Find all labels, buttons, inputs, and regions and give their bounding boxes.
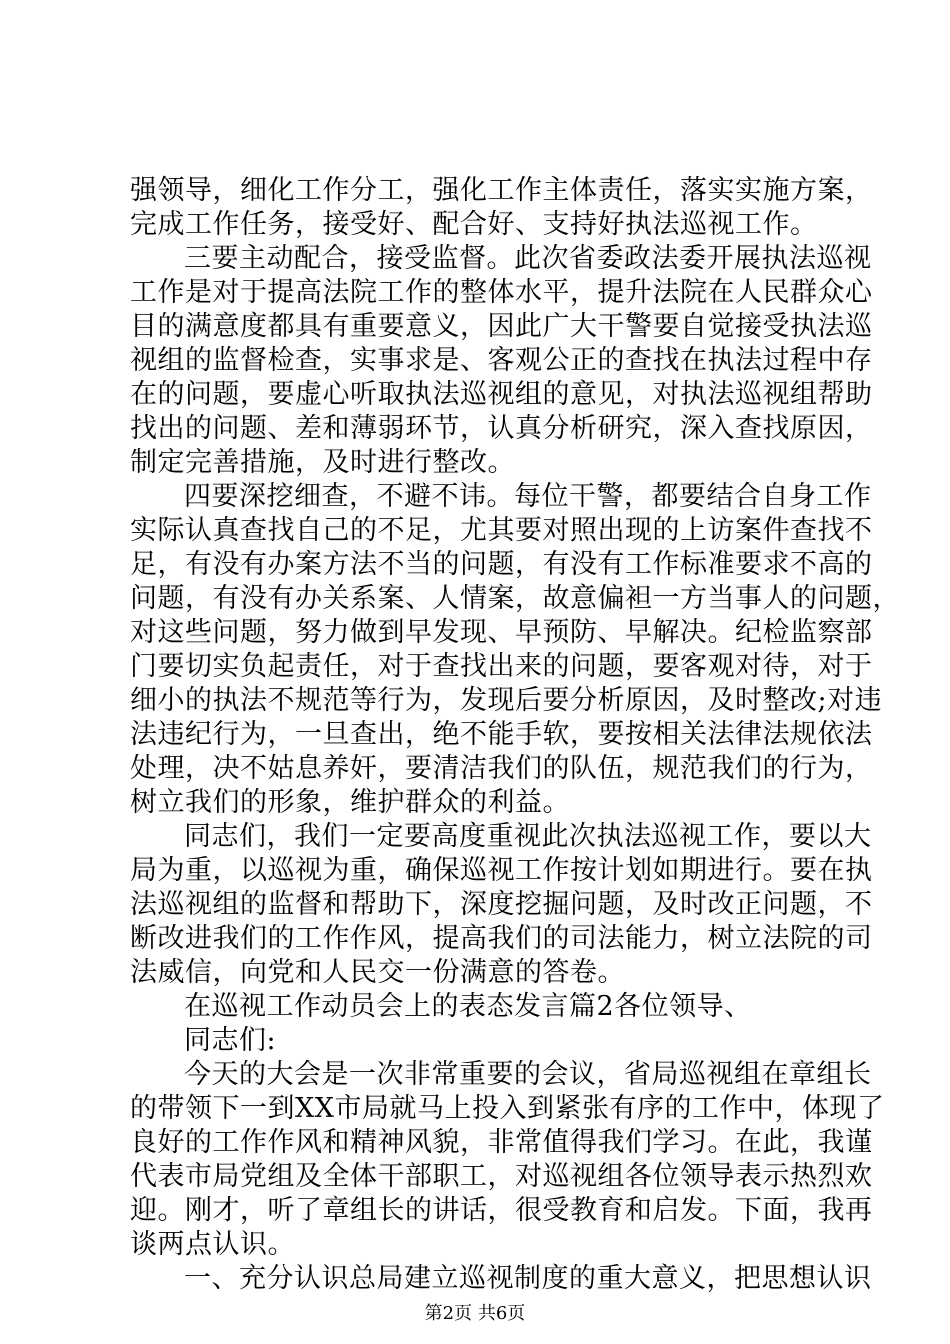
text-line: 局为重，以巡视为重，确保巡视工作按计划如期进行。要在执 (130, 855, 873, 886)
text-line: 对这些问题，努力做到早发现、早预防、早解决。纪检监察部 (130, 617, 873, 648)
text-line: 法违纪行为，一旦查出，绝不能手软，要按相关法律法规依法 (130, 719, 873, 750)
text-line: 断改进我们的工作作风，提高我们的司法能力，树立法院的司 (130, 923, 873, 954)
salutation: 同志们: (184, 1025, 277, 1056)
page-footer: 第2页 共6页 (424, 1303, 526, 1324)
text-line: 门要切实负起责任，对于查找出来的问题，要客观对待，对于 (130, 651, 873, 682)
text-line: 的带领下一到XX市局就马上投入到紧张有序的工作中，体现了 (130, 1093, 885, 1124)
text-line: 细小的执法不规范等行为，发现后要分析原因，及时整改;对违 (130, 685, 883, 716)
text-line: 法威信，向党和人民交一份满意的答卷。 (130, 957, 625, 988)
text-line: 一、充分认识总局建立巡视制度的重大意义，把思想认识 (184, 1263, 872, 1294)
text-line: 问题，有没有办关系案、人情案，故意偏袒一方当事人的问题， (130, 583, 900, 614)
text-line: 法巡视组的监督和帮助下，深度挖掘问题，及时改正问题，不 (130, 889, 873, 920)
text-line: 实际认真查找自己的不足，尤其要对照出现的上访案件查找不 (130, 515, 873, 546)
text-line: 足，有没有办案方法不当的问题，有没有工作标准要求不高的 (130, 549, 873, 580)
text-line: 强领导，细化工作分工，强化工作主体责任，落实实施方案， (130, 175, 873, 206)
text-line: 三要主动配合，接受监督。此次省委政法委开展执法巡视 (184, 243, 872, 274)
text-line: 今天的大会是一次非常重要的会议，省局巡视组在章组长 (184, 1059, 872, 1090)
text-line: 找出的问题、差和薄弱环节，认真分析研究，深入查找原因， (130, 413, 873, 444)
text-line: 在的问题，要虚心听取执法巡视组的意见，对执法巡视组帮助 (130, 379, 873, 410)
text-line: 同志们，我们一定要高度重视此次执法巡视工作，要以大 (184, 821, 872, 852)
text-line: 谈两点认识。 (130, 1229, 295, 1260)
text-line: 工作是对于提高法院工作的整体水平，提升法院在人民群众心 (130, 277, 873, 308)
section-heading: 在巡视工作动员会上的表态发言篇2各位领导、 (184, 991, 752, 1022)
text-line: 代表市局党组及全体干部职工，对巡视组各位领导表示热烈欢 (130, 1161, 873, 1192)
text-line: 树立我们的形象，维护群众的利益。 (130, 787, 570, 818)
text-line: 四要深挖细查，不避不讳。每位干警，都要结合自身工作 (184, 481, 872, 512)
text-line: 良好的工作作风和精神风貌，非常值得我们学习。在此，我谨 (130, 1127, 873, 1158)
text-line: 完成工作任务，接受好、配合好、支持好执法巡视工作。 (130, 209, 818, 240)
text-line: 处理，决不姑息养奸，要清洁我们的队伍，规范我们的行为， (130, 753, 873, 784)
text-line: 迎。刚才，听了章组长的讲话，很受教育和启发。下面，我再 (130, 1195, 873, 1226)
text-line: 制定完善措施，及时进行整改。 (130, 447, 515, 478)
text-line: 视组的监督检查，实事求是、客观公正的查找在执法过程中存 (130, 345, 873, 376)
text-line: 目的满意度都具有重要意义，因此广大干警要自觉接受执法巡 (130, 311, 873, 342)
